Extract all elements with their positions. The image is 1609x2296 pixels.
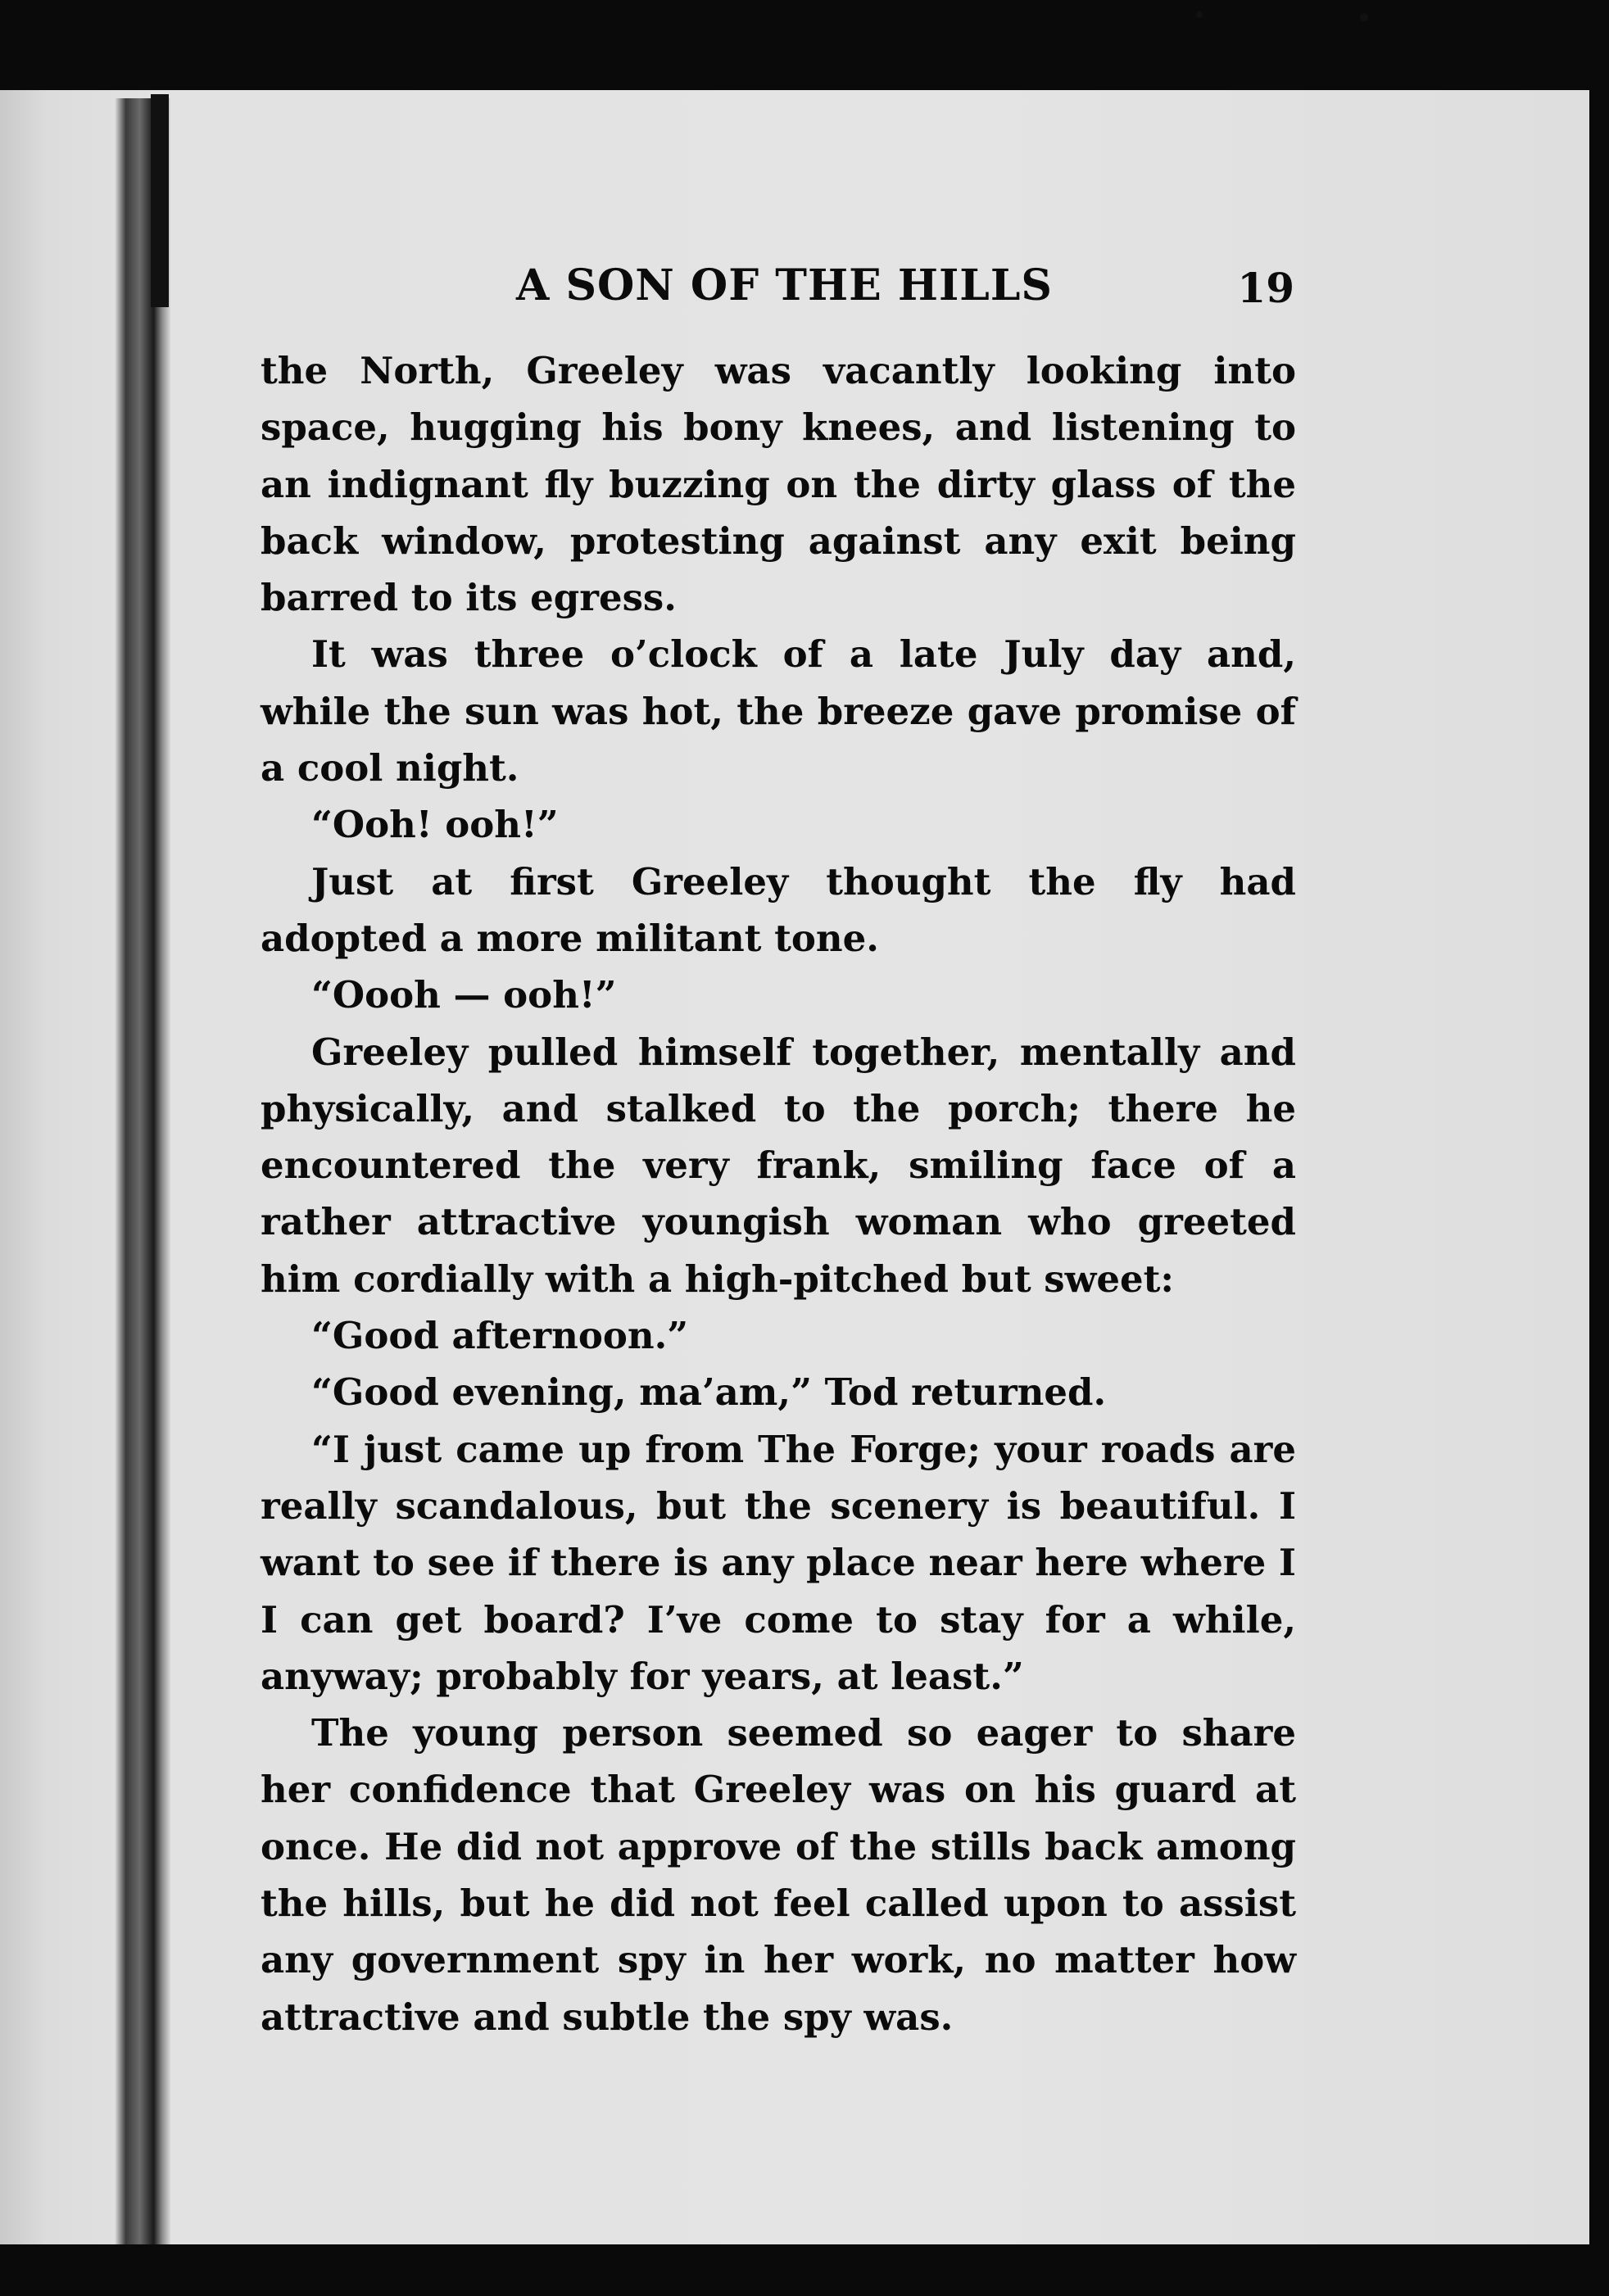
dust-speck bbox=[1196, 11, 1203, 18]
scan-border-right bbox=[1589, 0, 1609, 2296]
book-spine-edge bbox=[151, 94, 169, 307]
paragraph: Greeley pulled himself together, mentally and physically, and stalked to the porch; there he encountered the very frank, smiling face of a rather attractive youngish woman who greeted him cordially with a high-pitched but sweet: bbox=[261, 1030, 1296, 1301]
paragraph: “I just came up from The Forge; your roads are really scandalous, but the scenery is beautiful. I want to see if there is any place near here where I I can get board? I’ve come to stay for a while, anyway; probably for years, at least.” bbox=[261, 1427, 1296, 1698]
paragraph: It was three o’clock of a late July day and, while the sun was hot, the breeze gave promise of a cool night. bbox=[261, 632, 1296, 790]
paragraph: the North, Greeley was vacantly looking into space, hugging his bony knees, and listening to an indignant fly buzzing on the dirty glass of the back window, protesting against any exit being barred to its egress. bbox=[261, 349, 1296, 620]
paragraph: “Good evening, ma’am,” Tod returned. bbox=[311, 1370, 1107, 1415]
book-gutter-shadow bbox=[115, 98, 170, 2253]
running-head bbox=[270, 260, 1294, 326]
dust-speck bbox=[1360, 13, 1368, 21]
scan-border-bottom bbox=[0, 2244, 1609, 2296]
page-number: 19 bbox=[1237, 264, 1294, 312]
body-text bbox=[261, 342, 1296, 2045]
paragraph: “Oooh — ooh!” bbox=[311, 973, 617, 1017]
paragraph: “Ooh! ooh!” bbox=[311, 803, 559, 847]
paragraph: “Good afternoon.” bbox=[311, 1314, 689, 1358]
paragraph: Just at first Greeley thought the fly had adopted a more militant tone. bbox=[261, 859, 1296, 960]
paragraph: The young person seemed so eager to share her confidence that Greeley was on his guard at once. He did not approve of the stills back among the hills, but he did not feel called upon to assist any government spy in her work, no matter how attractive and subtle the spy was. bbox=[261, 1711, 1296, 2039]
running-head-title: A SON OF THE HILLS bbox=[516, 260, 1053, 310]
